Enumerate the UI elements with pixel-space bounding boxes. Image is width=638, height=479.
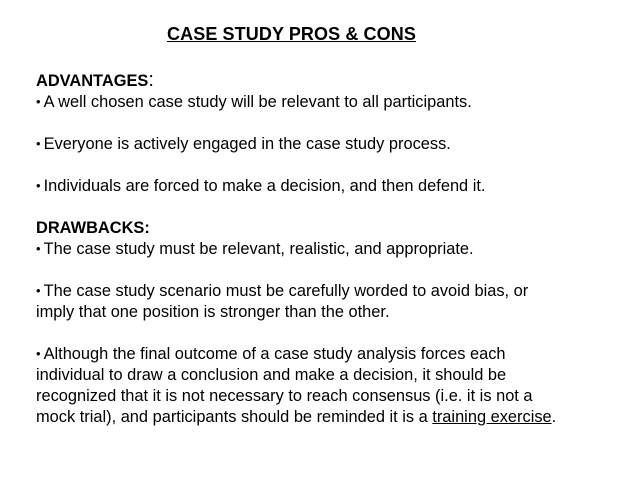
advantage-item-3-text: Individuals are forced to make a decision, and then defend it.	[43, 177, 486, 195]
drawbacks-heading: DRAWBACKS:	[36, 219, 150, 237]
bullet-icon: •	[36, 346, 41, 361]
advantage-item-2	[36, 134, 628, 155]
advantages-heading-colon: :	[148, 69, 154, 91]
drawback-item-3-line-1	[36, 344, 628, 365]
drawback-item-2-line-1-text: The case study scenario must be carefully worded to avoid bias, or	[43, 282, 529, 300]
bullet-icon: •	[36, 283, 41, 298]
drawback-item-3	[36, 344, 628, 428]
spacer	[36, 113, 628, 134]
advantages-heading-text: ADVANTAGES	[36, 72, 149, 90]
slide-title: CASE STUDY PROS & CONS	[167, 24, 416, 44]
advantage-item-1-text: A well chosen case study will be relevant to all participants.	[43, 93, 472, 111]
spacer	[36, 323, 628, 344]
drawback-item-1-text: The case study must be relevant, realistic, and appropriate.	[43, 240, 474, 258]
advantage-item-2-text: Everyone is actively engaged in the case study process.	[43, 135, 451, 153]
spacer	[36, 155, 628, 176]
advantage-item-3	[36, 176, 628, 197]
drawback-item-3-line-4	[36, 407, 628, 428]
spacer	[36, 197, 628, 218]
bullet-icon: •	[36, 136, 41, 151]
spacer	[36, 260, 628, 281]
advantage-item-1	[36, 92, 628, 113]
drawback-item-3-line-1-text: Although the final outcome of a case study analysis forces each	[43, 345, 506, 363]
slide-content	[36, 70, 628, 428]
drawback-item-3-line-4-text: mock trial), and participants should be reminded it is a	[36, 408, 433, 426]
drawback-item-2-line-1	[36, 281, 628, 302]
drawback-item-3-line-3: recognized that it is not necessary to reach consensus (i.e. it is not a	[36, 387, 533, 405]
drawback-item-2	[36, 281, 628, 323]
drawback-item-2-line-2: imply that one position is stronger than the other.	[36, 303, 390, 321]
bullet-icon: •	[36, 178, 41, 193]
drawback-item-3-line-2: individual to draw a conclusion and make a decision, it should be	[36, 366, 507, 384]
bullet-icon: •	[36, 241, 41, 256]
drawback-item-1	[36, 239, 628, 260]
advantages-heading	[36, 70, 628, 92]
drawback-item-3-period: .	[551, 408, 557, 426]
bullet-icon: •	[36, 94, 41, 109]
training-exercise-link[interactable]: training exercise	[432, 408, 552, 426]
